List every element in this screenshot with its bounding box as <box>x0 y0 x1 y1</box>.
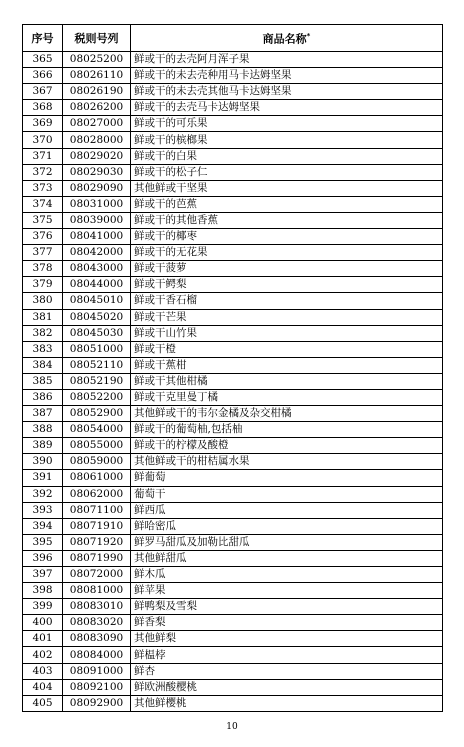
cell-code: 08054000 <box>63 422 131 438</box>
table-row <box>23 486 443 502</box>
cell-seq: 381 <box>23 309 63 325</box>
cell-seq: 373 <box>23 180 63 196</box>
cell-code: 08061000 <box>63 470 131 486</box>
cell-seq: 388 <box>23 422 63 438</box>
cell-seq: 368 <box>23 100 63 116</box>
table-row <box>23 567 443 583</box>
cell-seq: 398 <box>23 583 63 599</box>
cell-seq: 370 <box>23 132 63 148</box>
cell-name: 鲜或干的槟榔果 <box>131 132 443 148</box>
cell-code: 08071100 <box>63 502 131 518</box>
cell-name: 鲜或干芒果 <box>131 309 443 325</box>
table-row <box>23 454 443 470</box>
cell-code: 08052200 <box>63 389 131 405</box>
table-row <box>23 52 443 68</box>
table-row <box>23 518 443 534</box>
cell-name: 鲜香梨 <box>131 615 443 631</box>
cell-code: 08092100 <box>63 679 131 695</box>
cell-name: 其他鲜樱桃 <box>131 695 443 711</box>
cell-seq: 385 <box>23 373 63 389</box>
cell-code: 08092900 <box>63 695 131 711</box>
table-header-row <box>23 25 443 52</box>
cell-seq: 372 <box>23 164 63 180</box>
cell-name: 鲜哈密瓜 <box>131 518 443 534</box>
cell-seq: 394 <box>23 518 63 534</box>
table-row <box>23 583 443 599</box>
cell-seq: 396 <box>23 550 63 566</box>
cell-name: 鲜或干香石榴 <box>131 293 443 309</box>
table-row <box>23 116 443 132</box>
cell-seq: 393 <box>23 502 63 518</box>
cell-code: 08031000 <box>63 196 131 212</box>
cell-name: 鲜或干菠萝 <box>131 261 443 277</box>
cell-code: 08026190 <box>63 84 131 100</box>
cell-code: 08045030 <box>63 325 131 341</box>
cell-name: 其他鲜梨 <box>131 631 443 647</box>
table-row <box>23 100 443 116</box>
cell-code: 08029030 <box>63 164 131 180</box>
cell-name: 鲜或干克里曼丁橘 <box>131 389 443 405</box>
table-row <box>23 68 443 84</box>
table-row <box>23 148 443 164</box>
cell-name: 鲜罗马甜瓜及加勒比甜瓜 <box>131 534 443 550</box>
cell-name: 鲜苹果 <box>131 583 443 599</box>
table-row <box>23 229 443 245</box>
cell-name: 鲜或干的松子仁 <box>131 164 443 180</box>
cell-name: 鲜或干山竹果 <box>131 325 443 341</box>
cell-code: 08062000 <box>63 486 131 502</box>
cell-seq: 377 <box>23 245 63 261</box>
cell-seq: 401 <box>23 631 63 647</box>
cell-code: 08042000 <box>63 245 131 261</box>
cell-seq: 380 <box>23 293 63 309</box>
cell-name: 鲜葡萄 <box>131 470 443 486</box>
table-row <box>23 615 443 631</box>
cell-seq: 390 <box>23 454 63 470</box>
header-name <box>131 25 443 52</box>
cell-name: 鲜西瓜 <box>131 502 443 518</box>
cell-name: 鲜或干的白果 <box>131 148 443 164</box>
cell-code: 08084000 <box>63 647 131 663</box>
header-seq: 序号 <box>23 25 63 52</box>
cell-name: 鲜木瓜 <box>131 567 443 583</box>
cell-code: 08043000 <box>63 261 131 277</box>
cell-seq: 371 <box>23 148 63 164</box>
cell-code: 08091000 <box>63 663 131 679</box>
cell-code: 08052110 <box>63 357 131 373</box>
cell-seq: 395 <box>23 534 63 550</box>
cell-code: 08025200 <box>63 52 131 68</box>
cell-name: 鲜或干的可乐果 <box>131 116 443 132</box>
cell-code: 08051000 <box>63 341 131 357</box>
cell-seq: 404 <box>23 679 63 695</box>
cell-name: 鲜或干的无花果 <box>131 245 443 261</box>
cell-code: 08083090 <box>63 631 131 647</box>
cell-code: 08081000 <box>63 583 131 599</box>
cell-seq: 366 <box>23 68 63 84</box>
cell-name: 鲜欧洲酸樱桃 <box>131 679 443 695</box>
cell-seq: 399 <box>23 599 63 615</box>
cell-name: 鲜或干橙 <box>131 341 443 357</box>
table-body <box>23 52 443 712</box>
cell-name: 鲜或干的其他香蕉 <box>131 212 443 228</box>
cell-code: 08026110 <box>63 68 131 84</box>
table-row <box>23 438 443 454</box>
table-row <box>23 341 443 357</box>
table-row <box>23 357 443 373</box>
table-row <box>23 325 443 341</box>
table-row <box>23 631 443 647</box>
header-name-text: 商品名称 <box>262 32 307 46</box>
cell-name: 鲜或干的椰枣 <box>131 229 443 245</box>
table-row <box>23 422 443 438</box>
cell-code: 08044000 <box>63 277 131 293</box>
table-row <box>23 277 443 293</box>
cell-code: 08028000 <box>63 132 131 148</box>
table-row <box>23 373 443 389</box>
cell-seq: 378 <box>23 261 63 277</box>
table-row <box>23 599 443 615</box>
table-row <box>23 132 443 148</box>
cell-seq: 382 <box>23 325 63 341</box>
table-row <box>23 293 443 309</box>
table-row <box>23 261 443 277</box>
table-row <box>23 196 443 212</box>
cell-seq: 387 <box>23 406 63 422</box>
cell-name: 其他鲜甜瓜 <box>131 550 443 566</box>
page-number: 10 <box>226 722 238 732</box>
cell-code: 08039000 <box>63 212 131 228</box>
cell-seq: 389 <box>23 438 63 454</box>
table-row <box>23 309 443 325</box>
cell-seq: 402 <box>23 647 63 663</box>
table-row <box>23 389 443 405</box>
table-row <box>23 534 443 550</box>
cell-code: 08045010 <box>63 293 131 309</box>
cell-code: 08045020 <box>63 309 131 325</box>
cell-seq: 383 <box>23 341 63 357</box>
table-row <box>23 550 443 566</box>
cell-seq: 405 <box>23 695 63 711</box>
table-row <box>23 647 443 663</box>
table-row <box>23 212 443 228</box>
cell-code: 08071910 <box>63 518 131 534</box>
table-row <box>23 164 443 180</box>
header-name-mark: * <box>306 32 311 41</box>
cell-code: 08026200 <box>63 100 131 116</box>
cell-seq: 374 <box>23 196 63 212</box>
table-row <box>23 663 443 679</box>
cell-code: 08052900 <box>63 406 131 422</box>
cell-name: 鲜或干鳄梨 <box>131 277 443 293</box>
cell-code: 08072000 <box>63 567 131 583</box>
cell-code: 08029020 <box>63 148 131 164</box>
cell-name: 其他鲜或干的韦尔金橘及杂交柑橘 <box>131 406 443 422</box>
cell-name: 鲜杏 <box>131 663 443 679</box>
cell-code: 08059000 <box>63 454 131 470</box>
cell-seq: 379 <box>23 277 63 293</box>
cell-seq: 367 <box>23 84 63 100</box>
table-row <box>23 470 443 486</box>
cell-seq: 369 <box>23 116 63 132</box>
table-row <box>23 679 443 695</box>
cell-code: 08052190 <box>63 373 131 389</box>
cell-seq: 392 <box>23 486 63 502</box>
table-row <box>23 180 443 196</box>
cell-code: 08041000 <box>63 229 131 245</box>
cell-name: 鲜或干的葡萄柚,包括柚 <box>131 422 443 438</box>
cell-name: 鲜或干的去壳马卡达姆坚果 <box>131 100 443 116</box>
table-row <box>23 245 443 261</box>
cell-name: 其他鲜或干的柑桔属水果 <box>131 454 443 470</box>
cell-name: 鲜或干的芭蕉 <box>131 196 443 212</box>
cell-seq: 375 <box>23 212 63 228</box>
cell-code: 08027000 <box>63 116 131 132</box>
cell-seq: 400 <box>23 615 63 631</box>
cell-name: 鲜或干的未去壳其他马卡达姆坚果 <box>131 84 443 100</box>
cell-seq: 376 <box>23 229 63 245</box>
cell-name: 鲜榅桲 <box>131 647 443 663</box>
table-row <box>23 695 443 711</box>
cell-name: 鲜或干的去壳阿月浑子果 <box>131 52 443 68</box>
tariff-table <box>22 24 443 712</box>
table-row <box>23 84 443 100</box>
cell-name: 鲜或干蕉柑 <box>131 357 443 373</box>
cell-name: 葡萄干 <box>131 486 443 502</box>
cell-code: 08083020 <box>63 615 131 631</box>
cell-seq: 365 <box>23 52 63 68</box>
cell-seq: 384 <box>23 357 63 373</box>
cell-name: 鲜鸭梨及雪梨 <box>131 599 443 615</box>
cell-seq: 391 <box>23 470 63 486</box>
table-row <box>23 502 443 518</box>
cell-code: 08071990 <box>63 550 131 566</box>
header-code: 税则号列 <box>63 25 131 52</box>
cell-code: 08029090 <box>63 180 131 196</box>
table-row <box>23 406 443 422</box>
cell-name: 鲜或干的柠檬及酸橙 <box>131 438 443 454</box>
cell-code: 08083010 <box>63 599 131 615</box>
cell-name: 鲜或干的未去壳种用马卡达姆坚果 <box>131 68 443 84</box>
cell-seq: 403 <box>23 663 63 679</box>
cell-seq: 386 <box>23 389 63 405</box>
cell-name: 鲜或干其他柑橘 <box>131 373 443 389</box>
cell-code: 08071920 <box>63 534 131 550</box>
cell-code: 08055000 <box>63 438 131 454</box>
cell-name: 其他鲜或干坚果 <box>131 180 443 196</box>
cell-seq: 397 <box>23 567 63 583</box>
